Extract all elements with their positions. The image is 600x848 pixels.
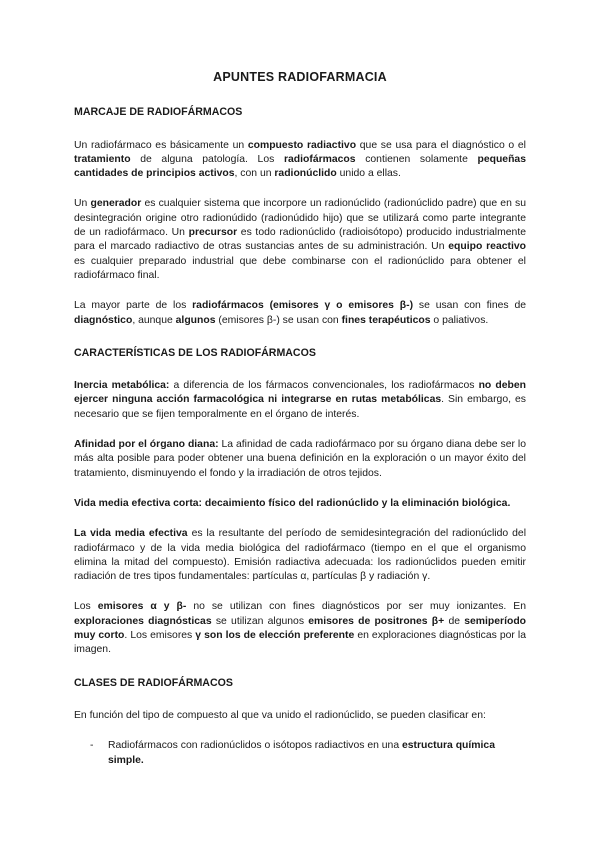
clases-list (74, 739, 526, 768)
paragraph-emisores: Los emisores α y β- no se utilizan con fines diagnósticos por ser muy ionizantes. En exploraciones diagnósticas se utilizan algunos emisores de positrones β+ de semiperíodo muy corto. Los emisores γ son los de elección preferente en exploraciones diagnósticas por la imagen. (74, 601, 527, 656)
section-heading-marcaje: MARCAJE DE RADIOFÁRMACOS (74, 106, 243, 119)
section-heading-caracteristicas: CARACTERÍSTICAS DE LOS RADIOFÁRMACOS (74, 346, 316, 359)
section-heading-clases: CLASES DE RADIOFÁRMACOS (74, 676, 233, 689)
paragraph-clasificacion: En función del tipo de compuesto al que va unido el radionúclido, se pueden clasificar en: (74, 709, 486, 721)
paragraph-generador-precursor: Un generador es cualquier sistema que incorpore un radionúclido (radionúclido padre) que en su desintegración origine otro radionúdido (radionúdido hijo) que se utilizará como parte integrante de un radiofármaco. Un precursor es todo radionúclido (radioisótopo) producido industrialmente para el marcado radiactivo de otras sustancias antes de su administración. Un equipo reactivo es cualquier preparado industrial que debe combinarse con el radionúclido para obtener el radiofármaco final. (74, 198, 526, 281)
document-title: APUNTES RADIOFARMACIA (213, 70, 387, 84)
paragraph-inercia-metabolica: Inercia metabólica: a diferencia de los fármacos convencionales, los radiofármacos no deben ejercer ninguna acción farmacológica ni integrarse en rutas metabólicas. Sin embargo, es necesario que se fijen temporalmente en el órgano de interés. (74, 380, 526, 420)
paragraph-vida-media-corta: Vida media efectiva corta: decaimiento físico del radionúclido y la eliminación biológica. (74, 497, 511, 509)
paragraph-radiofarmaco-definicion: Un radiofármaco es básicamente un compuesto radiactivo que se usa para el diagnóstico o el tratamiento de alguna patología. Los radiofármacos contienen solamente pequeñas cantidades de principios activos, con un radionúclido unido a ellas. (74, 139, 526, 180)
paragraph-usos-radiofarmacos: La mayor parte de los radiofármacos (emisores γ o emisores β-) se usan con fines de diagnóstico, aunque algunos (emisores β-) se usan con fines terapéuticos o paliativos. (74, 300, 526, 326)
paragraph-vida-media-efectiva: La vida media efectiva es la resultante del período de semidesintegración del radionúclido del radiofármaco y de la vida media biológica del radiofármaco (tiempo en el que el organismo elimina la mitad del compuesto). Emisión radiactiva adecuada: los radionúclidos pueden emitir radiación de tres tipos fundamentales: partículas α, partículas β y radiación γ. (74, 528, 527, 583)
list-item: - Radiofármacos con radionúclidos o isótopos radiactivos en una estructura química simple. (90, 739, 526, 768)
paragraph-afinidad-organo: Afinidad por el órgano diana: La afinidad de cada radiofármaco por su órgano diana debe ser lo más alta posible para poder obtener una buena definición en la exploración o un mayor éxito del tratamiento, disminuyendo el fondo y la irradiación de otros tejidos. (74, 439, 526, 479)
